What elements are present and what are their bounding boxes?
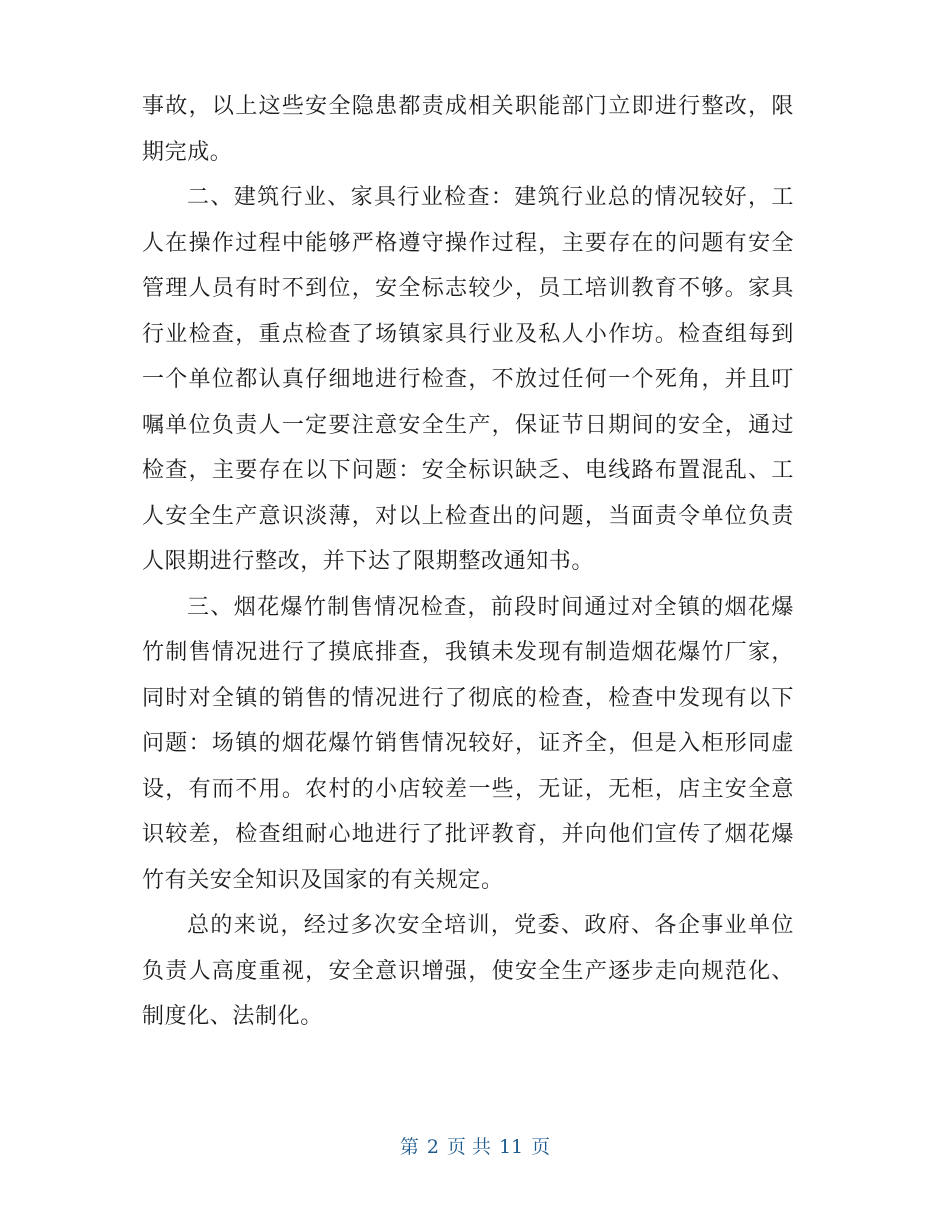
paragraph-section-two: 二、建筑行业、家具行业检查：建筑行业总的情况较好，工人在操作过程中能够严格遵守操作过程，主要存在的问题有安全管理人员有时不到位，安全标志较少，员工培训教育不够。家具行业检查，重点检查了场镇家具行业及私人小作坊。检查组每到一个单位都认真仔细地进行检查，不放过任何一个死角，并且叮嘱单位负责人一定要注意安全生产，保证节日期间的安全，通过检查，主要存在以下问题：安全标识缺乏、电线路布置混乱、工人安全生产意识淡薄，对以上检查出的问题，当面责令单位负责人限期进行整改，并下达了限期整改通知书。 xyxy=(142,185,794,574)
footer-current-page: 2 xyxy=(426,1136,439,1158)
paragraph-summary: 总的来说，经过多次安全培训，党委、政府、各企事业单位负责人高度重视，安全意识增强，使安全生产逐步走向规范化、制度化、法制化。 xyxy=(142,913,794,1029)
page-footer xyxy=(0,1132,950,1159)
paragraph-section-three: 三、烟花爆竹制售情况检查，前段时间通过对全镇的烟花爆竹制售情况进行了摸底排查，我镇未发现有制造烟花爆竹厂家，同时对全镇的销售的情况进行了彻底的检查，检查中发现有以下问题：场镇的烟花爆竹销售情况较好，证齐全，但是入柜形同虚设，有而不用。农村的小店较差一些，无证，无柜，店主安全意识较差，检查组耐心地进行了批评教育，并向他们宣传了烟花爆竹有关安全知识及国家的有关规定。 xyxy=(142,594,794,893)
footer-prefix: 第 xyxy=(399,1136,419,1158)
footer-middle: 页 共 xyxy=(446,1136,491,1158)
footer-suffix: 页 xyxy=(531,1136,551,1158)
paragraph-continuation: 事故，以上这些安全隐患都责成相关职能部门立即进行整改，限期完成。 xyxy=(142,94,794,165)
document-body xyxy=(142,84,794,1040)
footer-total-pages: 11 xyxy=(498,1136,524,1158)
